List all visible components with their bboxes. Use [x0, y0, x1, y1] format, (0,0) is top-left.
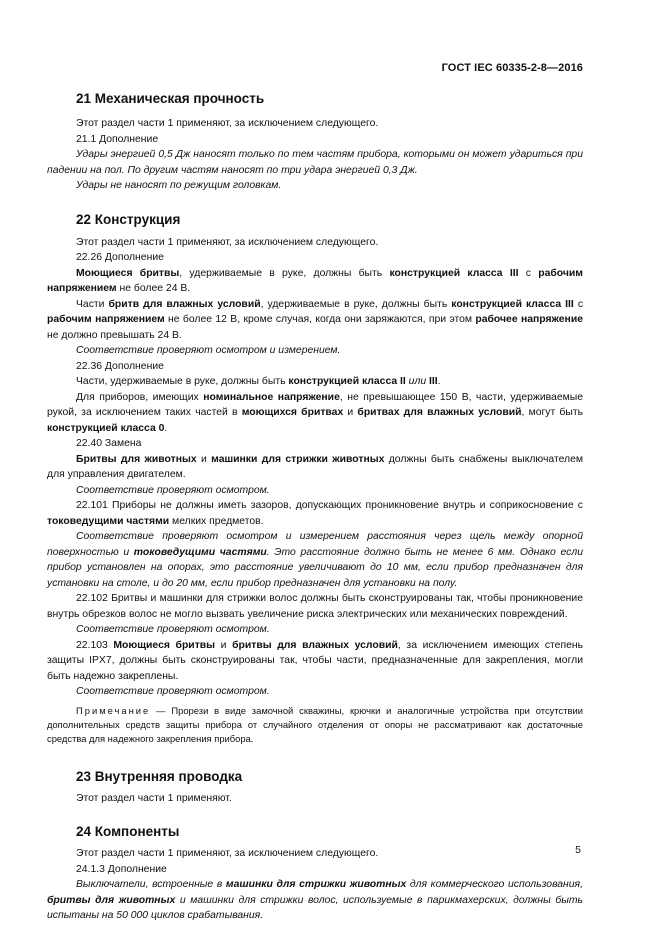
s22-comp101: Соответствие проверяют осмотром и измерением расстояния через щель между опорной поверхностью и токоведущими частями. Это расстояние должно быть не менее 6 мм. Однако если прибор установлен на опорах, это расстояние увеличивают до 10 мм, если прибор предназначен для установки на столе, и до 20 мм, если прибор предназначен для установки на полу. — [47, 531, 583, 589]
s22-p101: 22.101 Приборы не должны иметь зазоров, допускающих проникновение внутрь и соприкосновение с токоведущими частями мелких предметов. — [47, 500, 583, 527]
s22-p36a: Части, удерживаемые в руке, должны быть конструкцией класса II или III. — [76, 376, 441, 387]
s21-p2: Удары не наносят по режущим головкам. — [76, 180, 282, 191]
s22-p26b: Части бритв для влажных условий, удерживаемые в руке, должны быть конструкцией класса III с рабочим напряжением не более 12 В, кроме случая, когда они заряжаются, при этом рабочее напряжение не должно превышать 24 В. — [47, 298, 584, 341]
s22-comp3: Соответствие проверяют осмотром. — [76, 624, 270, 635]
s21-intro: Этот раздел части 1 применяют, за исключением следующего. — [76, 118, 379, 129]
section-23-title: 23 Внутренняя проводка — [76, 768, 243, 784]
s22-comp2: Соответствие проверяют осмотром. — [76, 484, 270, 496]
s22-comp1: Соответствие проверяют осмотром и измерением. — [76, 345, 341, 356]
section-22-title: 22 Конструкция — [76, 211, 181, 227]
s22-sub36: 22.36 Дополнение — [76, 360, 164, 372]
page-number: 5 — [575, 844, 581, 856]
s22-intro: Этот раздел части 1 применяют, за исключением следующего. — [76, 236, 379, 248]
s22-sub26: 22.26 Дополнение — [76, 252, 164, 263]
s24-sub: 24.1.3 Дополнение — [76, 863, 167, 875]
s23-intro: Этот раздел части 1 применяют. — [76, 792, 232, 804]
s22-note: Примечание — Прорези в виде замочной скважины, крючки и аналогичные устройства при отсутствии дополнительных средств защиты прибора от случайного отделения от опоры не рассматривают как достаточные средства для надежного закрепления прибора. — [47, 704, 583, 744]
section-21-title: 21 Механическая прочность — [76, 91, 265, 106]
s22-p102: 22.102 Бритвы и машинки для стрижки волос должны быть сконструированы так, чтобы проникновение внутрь обрезков волос не могло вызвать увеличение риска электрических или механических повреждений. — [47, 593, 583, 620]
s22-p36b: Для приборов, имеющих номинальное напряжение, не превышающее 150 В, части, удерживаемые рукой, за исключением таких частей в моющихся бритвах и бритвах для влажных условий, могут быть конструкцией класса 0. — [47, 391, 584, 434]
s22-sub40: 22.40 Замена — [76, 438, 142, 449]
s22-p40: Бритвы для животных и машинки для стрижки животных должны быть снабжены выключателем для управления двигателем. — [47, 453, 584, 480]
s21-p1: Удары энергией 0,5 Дж наносят только по тем частям прибора, которыми он может удариться при падении на пол. По другим частям наносят по три удара энергией 0,3 Дж. — [47, 149, 583, 176]
note-label: Примечание — [76, 704, 151, 716]
s22-p26a: Моющиеся бритвы, удерживаемые в руке, должны быть конструкцией класса III с рабочим напряжением не более 24 В. — [47, 267, 583, 294]
s22-p103: 22.103 Моющиеся бритвы и бритвы для влажных условий, за исключением имеющих степень защиты IPX7, должны быть сконструированы так, чтобы части, предназначенные для закрепления, могли быть надежно закреплены. — [47, 639, 584, 682]
s22-comp4: Соответствие проверяют осмотром. — [76, 686, 270, 697]
section-24-title: 24 Компоненты — [76, 824, 180, 839]
s24-p: Выключатели, встроенные в машинки для стрижки животных для коммерческого использования, бритвы для животных и машинки для стрижки волос, используемые в парикмахерских, должны быть испытаны на 50 000 циклов срабатывания. — [47, 879, 583, 921]
s21-sub: 21.1 Дополнение — [76, 133, 159, 145]
standard-header: ГОСТ IEC 60335-2-8—2016 — [441, 62, 583, 74]
s24-intro: Этот раздел части 1 применяют, за исключением следующего. — [76, 848, 379, 859]
page-content — [47, 90, 583, 924]
